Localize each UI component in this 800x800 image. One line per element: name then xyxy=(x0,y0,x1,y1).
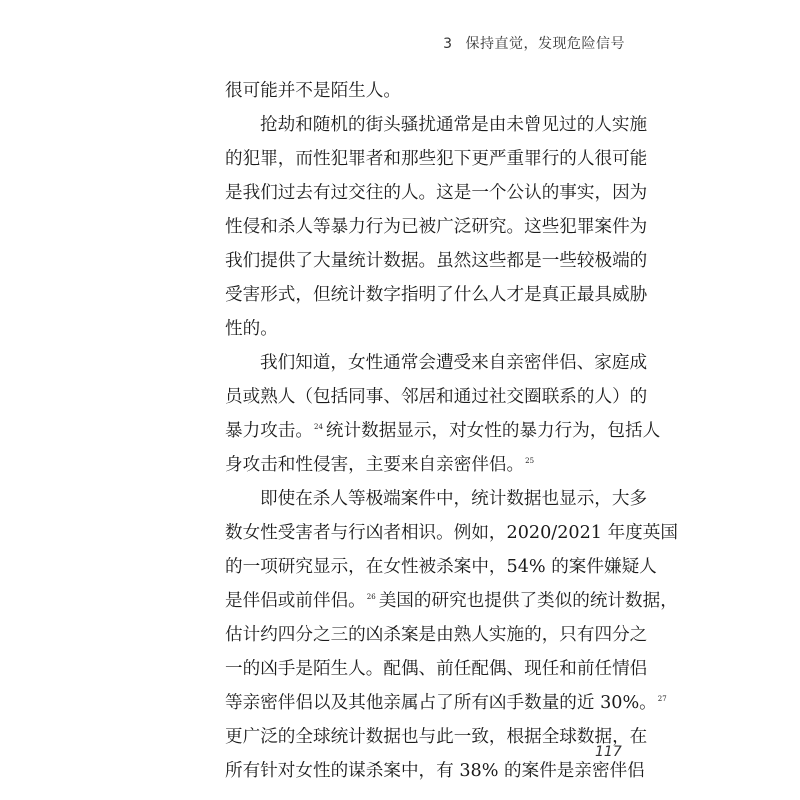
text-segment: 一的凶手是陌生人。配偶、前任配偶、现任和前任情侣 xyxy=(225,659,648,679)
text-line xyxy=(225,482,648,516)
text-segment: 暴力攻击。 xyxy=(225,421,313,441)
text-line xyxy=(225,346,648,380)
text-line xyxy=(225,448,630,482)
text-line xyxy=(225,312,630,346)
paragraph xyxy=(225,482,678,788)
text-line xyxy=(225,244,648,278)
text-line xyxy=(225,686,667,720)
text-segment: 的犯罪，而性犯罪者和那些犯下更严重罪行的人很可能 xyxy=(225,149,648,169)
text-line xyxy=(225,278,648,312)
text-line xyxy=(225,380,648,414)
text-segment: 我们知道，女性通常会遭受来自亲密伴侣、家庭成 xyxy=(260,353,648,373)
text-line xyxy=(225,618,648,652)
text-segment: 性的。 xyxy=(225,319,278,339)
text-segment: 受害形式，但统计数字指明了什么人才是真正最具威胁 xyxy=(225,285,648,305)
text-line xyxy=(225,720,648,754)
text-segment: 所有针对女性的谋杀案中，有 38% 的案件是亲密伴侣 xyxy=(225,761,645,781)
footnote-marker: 26 xyxy=(366,593,376,602)
text-segment: 更广泛的全球统计数据也与此一致，根据全球数据，在 xyxy=(225,727,648,747)
chapter-number: 3 xyxy=(443,36,453,52)
text-line xyxy=(225,74,630,108)
text-segment: 数女性受害者与行凶者相识。例如，2020/2021 年度英国 xyxy=(225,523,678,543)
text-segment: 抢劫和随机的街头骚扰通常是由未曾见过的人实施 xyxy=(260,115,648,135)
text-line xyxy=(225,550,657,584)
text-segment: 的一项研究显示，在女性被杀案中，54% 的案件嫌疑人 xyxy=(225,557,657,577)
paragraph xyxy=(225,74,630,108)
text-segment: 身攻击和性侵害，主要来自亲密伴侣。 xyxy=(225,455,525,475)
text-segment: 等亲密伴侣以及其他亲属占了所有凶手数量的近 30%。 xyxy=(225,693,657,713)
text-line xyxy=(225,176,648,210)
body-text xyxy=(225,74,678,788)
footnote-marker: 27 xyxy=(657,695,667,704)
paragraph xyxy=(225,346,661,482)
text-line xyxy=(225,584,678,618)
text-line xyxy=(225,516,678,550)
text-segment: 估计约四分之三的凶杀案是由熟人实施的，只有四分之 xyxy=(225,625,648,645)
text-segment: 是我们过去有过交往的人。这是一个公认的事实，因为 xyxy=(225,183,648,203)
text-segment: 即使在杀人等极端案件中，统计数据也显示，大多 xyxy=(260,489,648,509)
text-line xyxy=(225,652,648,686)
text-line xyxy=(225,414,661,448)
text-line xyxy=(225,754,645,788)
text-segment: 员或熟人（包括同事、邻居和通过社交圈联系的人）的 xyxy=(225,387,648,407)
text-segment: 是伴侣或前伴侣。 xyxy=(225,591,366,611)
page-number: 117 xyxy=(595,744,622,760)
text-segment: 很可能并不是陌生人。 xyxy=(225,81,401,101)
footnote-marker: 25 xyxy=(525,457,535,466)
chapter-title: 保持直觉，发现危险信号 xyxy=(465,36,625,52)
text-segment: 我们提供了大量统计数据。虽然这些都是一些较极端的 xyxy=(225,251,648,271)
footnote-marker: 24 xyxy=(313,423,323,432)
text-line xyxy=(225,108,648,142)
text-line xyxy=(225,210,648,244)
text-segment: 统计数据显示，对女性的暴力行为，包括人 xyxy=(325,421,661,441)
text-segment: 美国的研究也提供了类似的统计数据， xyxy=(378,591,678,611)
paragraph xyxy=(225,108,648,346)
text-line xyxy=(225,142,648,176)
text-segment: 性侵和杀人等暴力行为已被广泛研究。这些犯罪案件为 xyxy=(225,217,648,237)
running-header xyxy=(443,33,625,53)
